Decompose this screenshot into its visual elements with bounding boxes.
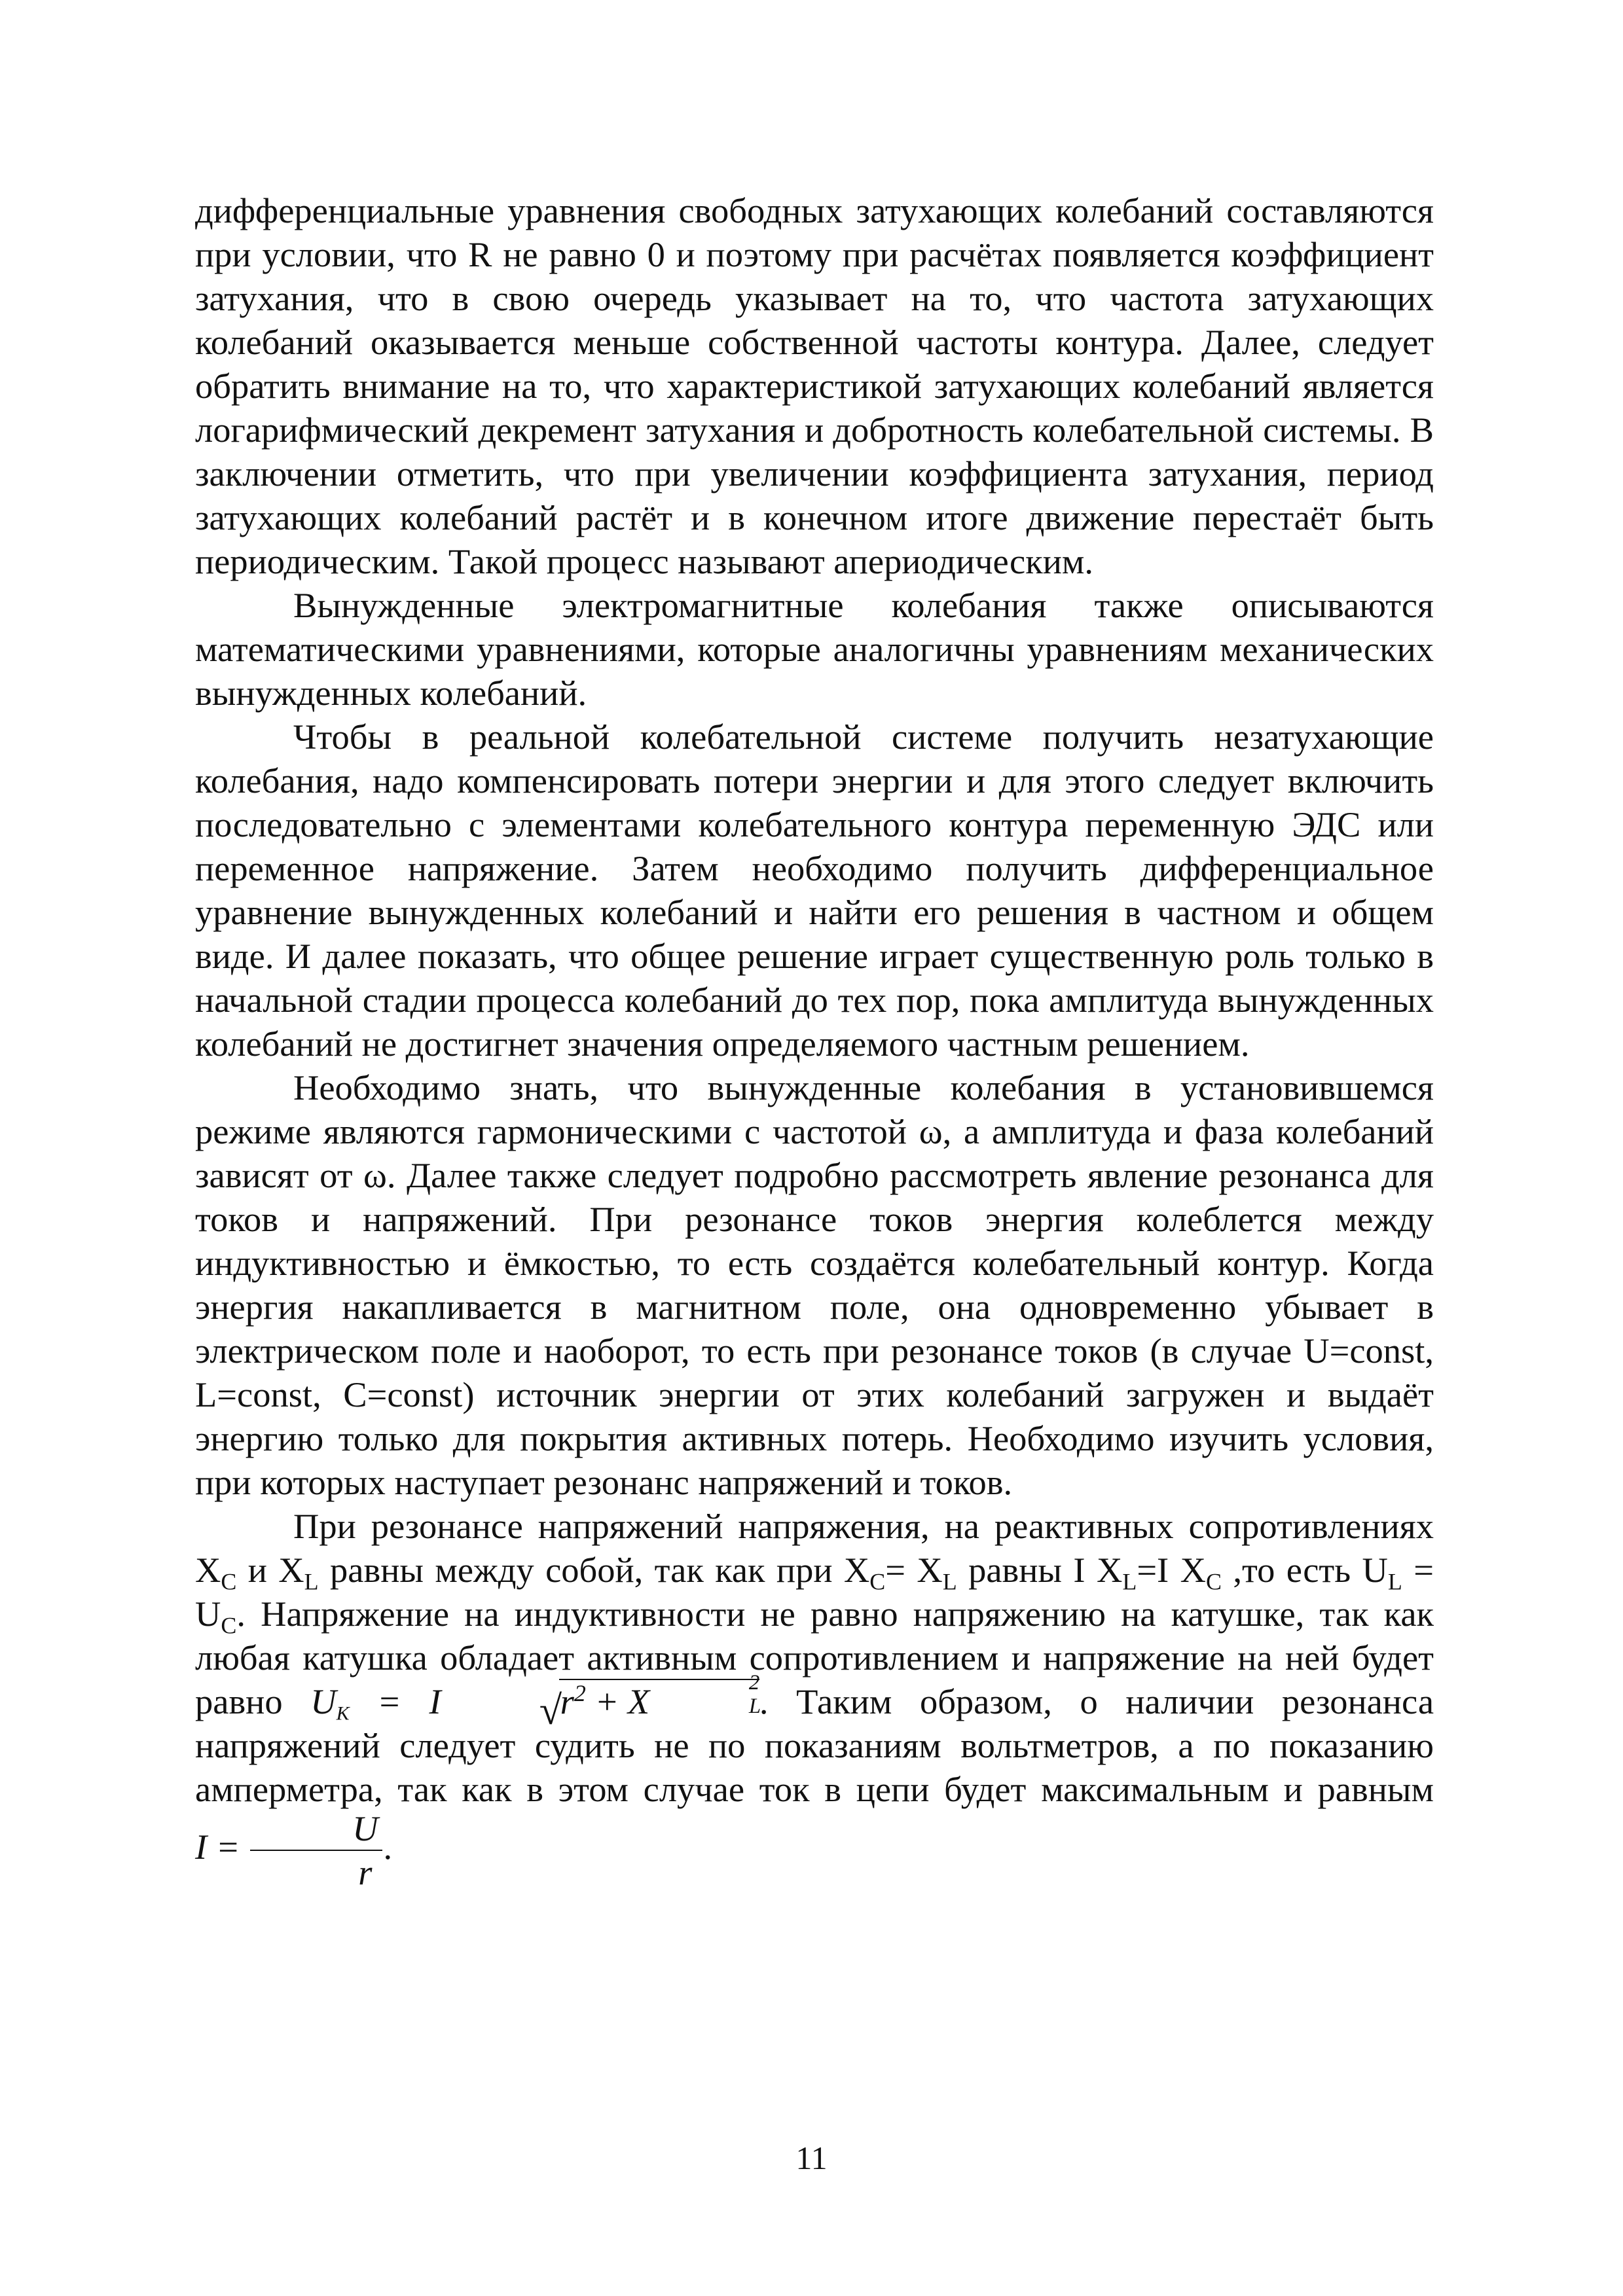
formula-equals: =	[207, 1827, 249, 1867]
formula-symbol: U	[310, 1681, 337, 1721]
formula-plus: +	[585, 1681, 628, 1721]
text-run: равны I X	[957, 1550, 1123, 1590]
formula-symbol: I	[429, 1681, 441, 1721]
sup-sub-stack	[649, 1670, 761, 1723]
text-run: . Напряжение на индуктивности не равно напряжению на катушке, так как любая катушка обладает активным сопротивлением и напряжение на ней будет равно	[195, 1594, 1434, 1721]
subscript: L	[1122, 1568, 1137, 1595]
formula-coil-voltage	[310, 1670, 761, 1733]
subscript: C	[869, 1568, 886, 1595]
text-run: и X	[236, 1550, 304, 1590]
paragraph-5	[195, 1504, 1434, 1890]
page-number: 11	[795, 2140, 828, 2176]
subscript: C	[1205, 1568, 1222, 1595]
text-run: =I X	[1137, 1550, 1206, 1590]
text-run: = U	[195, 1550, 1434, 1634]
text-run: При резонансе напряжений напряжения, на реактивных сопротивлениях X	[195, 1506, 1434, 1590]
formula-symbol: r	[560, 1681, 574, 1721]
text-run: ,то есть U	[1221, 1550, 1388, 1590]
subscript: C	[221, 1612, 237, 1639]
text-run: . Таким образом, о наличии резонанса напряжений следует судить не по показаниям вольтметров, а по показанию амперметра, так как в этом случае ток в цепи будет максимальным и равным	[195, 1681, 1434, 1809]
formula-symbol: I	[195, 1827, 208, 1867]
subscript: L	[942, 1568, 957, 1595]
radicand	[559, 1670, 761, 1721]
text-run: = X	[885, 1550, 943, 1590]
paragraph-2: Вынужденные электромагнитные колебания также описываются математическими уравнениями, которые аналогичны уравнениям механических вынужденных колебаний.	[195, 585, 1434, 713]
formula-subscript: K	[336, 1702, 350, 1725]
formula-exponent: 2	[748, 1670, 760, 1695]
paragraph-4: Необходимо знать, что вынужденные колебания в установившемся режиме являются гармоническими с частотой ω, а амплитуда и фаза колебаний зависят от ω. Далее также следует подробно рассмотреть явление резонанса для токов и напряжений. При резонансе токов энергия колеблется между индуктивностью и ёмкостью, то есть создаётся колебательный контур. Когда энергия накапливается в магнитном поле, она одновременно убывает в электрическом поле и наоборот, то есть при резонансе токов (в случае U=const, L=const, C=const) источник энергии от этих колебаний загружен и выдаёт энергию только для покрытия активных потерь. Необходимо изучить условия, при которых наступает резонанс напряжений и токов.	[195, 1067, 1434, 1502]
subscript: L	[1387, 1568, 1402, 1595]
subscript: C	[221, 1568, 237, 1595]
main-text	[195, 188, 1434, 1890]
formula-equals: =	[349, 1681, 429, 1721]
formula-max-current	[195, 1808, 384, 1892]
fraction-denominator: r	[358, 1852, 373, 1892]
fraction	[250, 1808, 382, 1892]
text-run: равны между собой, так как при X	[318, 1550, 870, 1590]
text-run: .	[383, 1827, 393, 1867]
fraction-numerator: U	[250, 1811, 382, 1851]
formula-subscript: L	[748, 1694, 761, 1718]
subscript: L	[304, 1568, 319, 1595]
formula-symbol: X	[627, 1681, 650, 1721]
radical-sign: √	[539, 1687, 562, 1733]
paragraph-3: Чтобы в реальной колебательной системе получить незатухающие колебания, надо компенсировать потери энергии и для этого следует включить последовательно с элементами колебательного контура переменную ЭДС или переменное напряжение. Затем необходимо получить дифференциальное уравнение вынужденных колебаний и найти его решения в частном и общем виде. И далее показать, что общее решение играет существенную роль только в начальной стадии процесса колебаний до тех пор, пока амплитуда вынужденных колебаний не достигнет значения определяемого частным решением.	[195, 717, 1434, 1064]
sqrt-expression	[441, 1670, 761, 1733]
paragraph-1: дифференциальные уравнения свободных затухающих колебаний составляются при условии, что R не равно 0 и поэтому при расчётах появляется коэффициент затухания, что в свою очередь указывает на то, что частота затухающих колебаний оказывается меньше собственной частоты контура. Далее, следует обратить внимание на то, что характеристикой затухающих колебаний является логарифмический декремент затухания и добротность колебательной системы. В заключении отметить, что при увеличении коэффициента затухания, период затухающих колебаний растёт и в конечном итоге движение перестаёт быть периодическим. Такой процесс называют апериодическим.	[195, 190, 1434, 581]
formula-exponent: 2	[574, 1679, 586, 1706]
